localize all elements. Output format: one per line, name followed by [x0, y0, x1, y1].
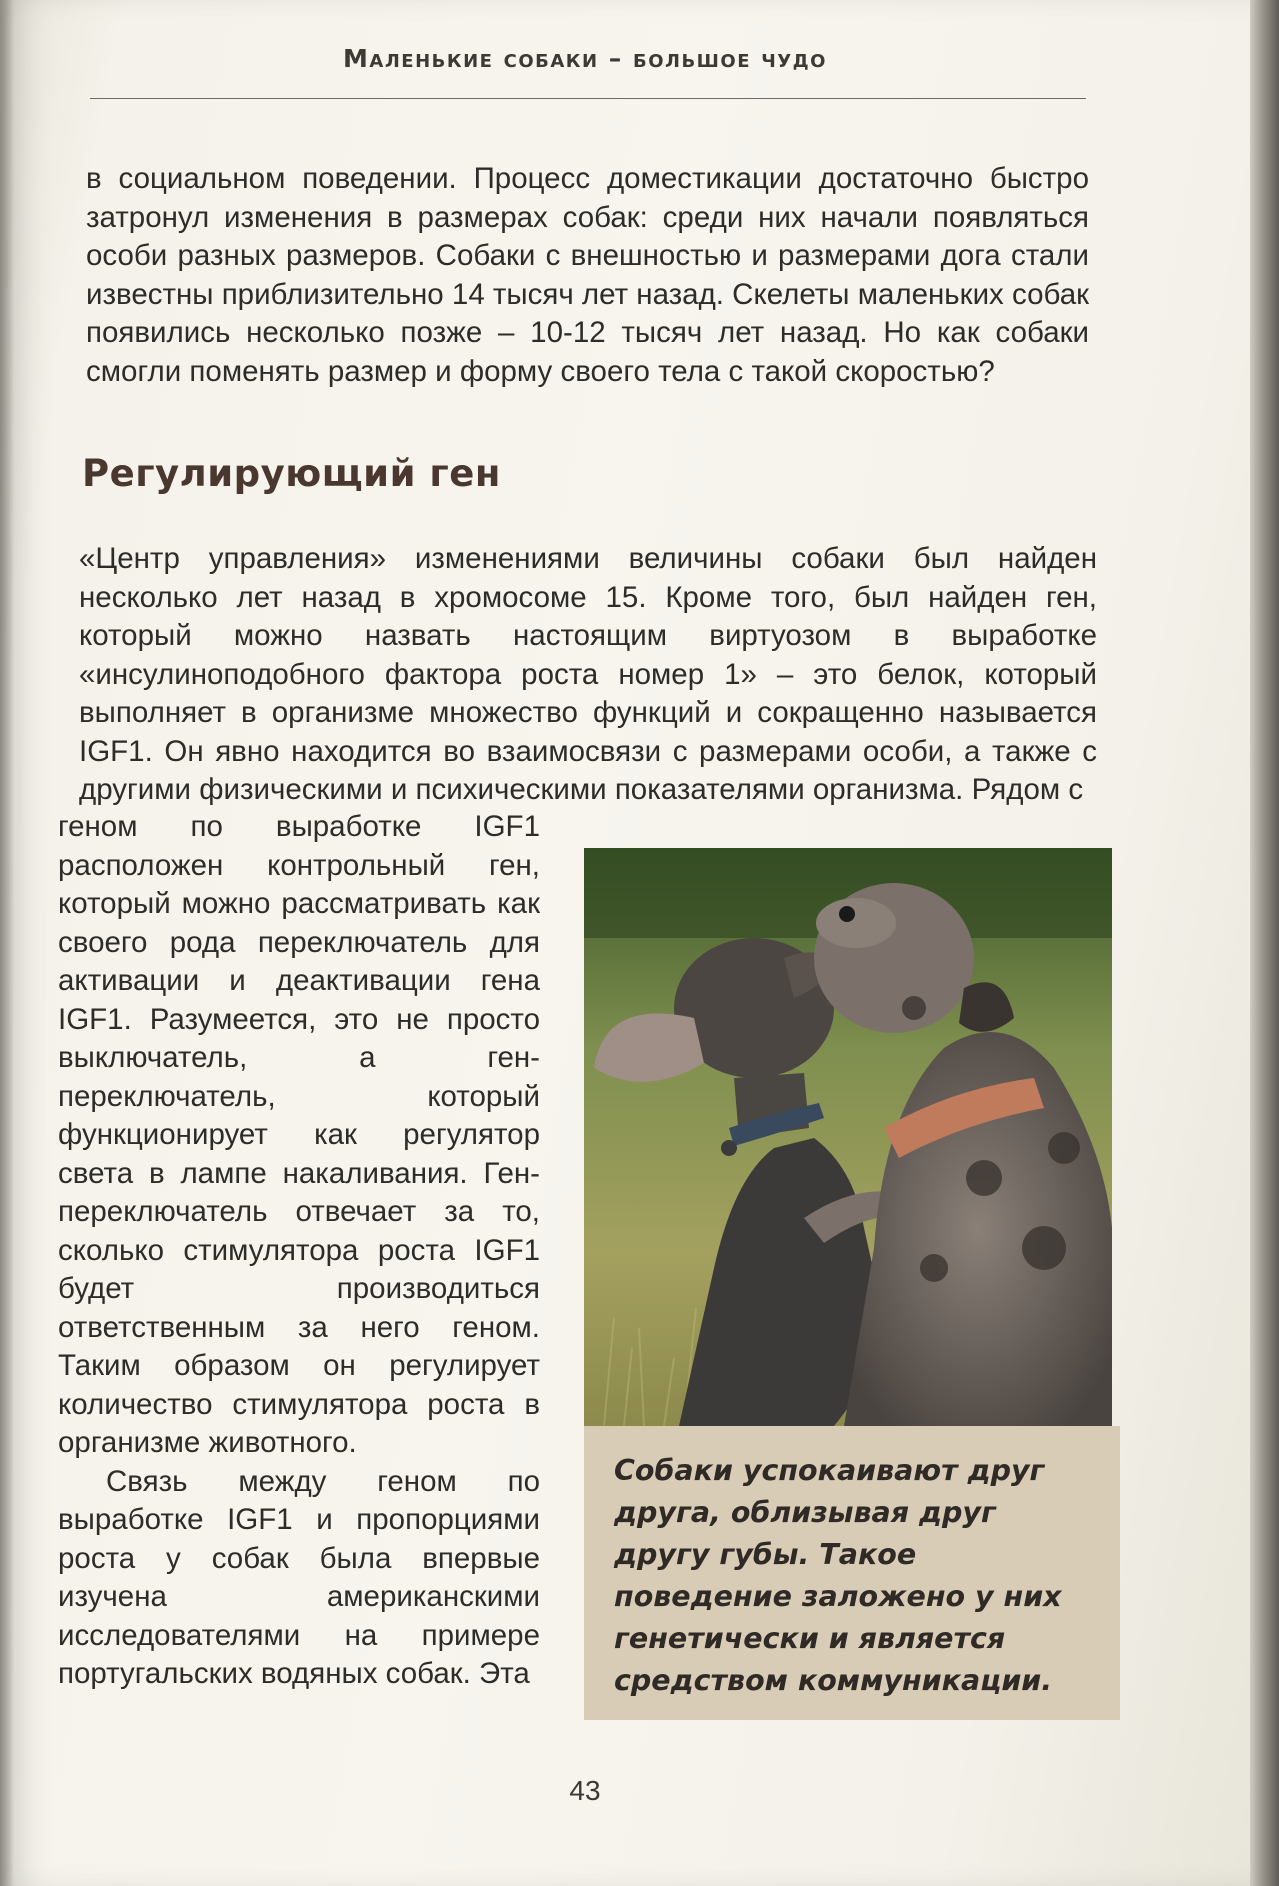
paragraph-1-continued: геном по выработке IGF1 расположен контрольный ген, который можно рассматривать как своего рода переключатель для активации и деактивации гена IGF1. Разумеется, это не просто выключатель, а ген-переключатель, который функционирует как регулятор света в лампе накаливания. Ген-переключатель отвечает за то, сколько стимулятора роста IGF1 будет производиться ответственным за него геном. Таким образом он регулирует количество стимулятора роста в организме животного. — [58, 810, 540, 1459]
left-column — [58, 808, 540, 1694]
paragraph-2: Связь между геном по выработке IGF1 и пропорциями роста у собак была впервые изучена американскими исследователями на примере португальских водяных собак. Эта — [58, 1464, 540, 1690]
page-number: 43 — [569, 1775, 601, 1806]
photo-caption: Собаки успокаивают друг друга, облизывая друг другу губы. Такое поведение заложено у них генетически и является средством коммуникации. — [614, 1454, 1062, 1697]
photo-two-dachshunds — [584, 848, 1112, 1426]
header-rule — [90, 98, 1086, 99]
figure — [584, 848, 1120, 1720]
intro-text: в социальном поведении. Процесс доместикации достаточно быстро затронул изменения в размерах собак: среди них начали появляться особи разных размеров. Собаки с внешностью и размерами дога стали известны приблизительно 14 тысяч лет назад. Скелеты маленьких собак появились несколько позже – 10-12 тысяч лет назад. Но как собаки смогли поменять размер и форму своего тела с такой скоростью? — [86, 162, 1090, 388]
running-header: Маленькие собаки – большое чудо — [343, 44, 827, 73]
dogs-photo-illustration — [584, 848, 1112, 1426]
gutter-shadow — [0, 0, 14, 1886]
page-edge-shadow — [1250, 0, 1279, 1886]
section-heading: Регулирующий ген — [82, 452, 501, 495]
full-width-paragraph — [79, 540, 1097, 810]
paragraph-1-full: «Центр управления» изменениями величины собаки был найден несколько лет назад в хромосоме 15. Кроме того, был найден ген, который можно назвать настоящим виртуозом в выработке «инсулиноподобного фактора роста номер 1» – это белок, который выполняет в организме множество функций и сокращенно называется IGF1. Он явно находится во взаимосвязи с размерами особи, а также с другими физическими и психическими показателями организма. Рядом с — [79, 542, 1097, 806]
caption-box — [584, 1426, 1120, 1720]
intro-paragraph — [86, 160, 1089, 391]
